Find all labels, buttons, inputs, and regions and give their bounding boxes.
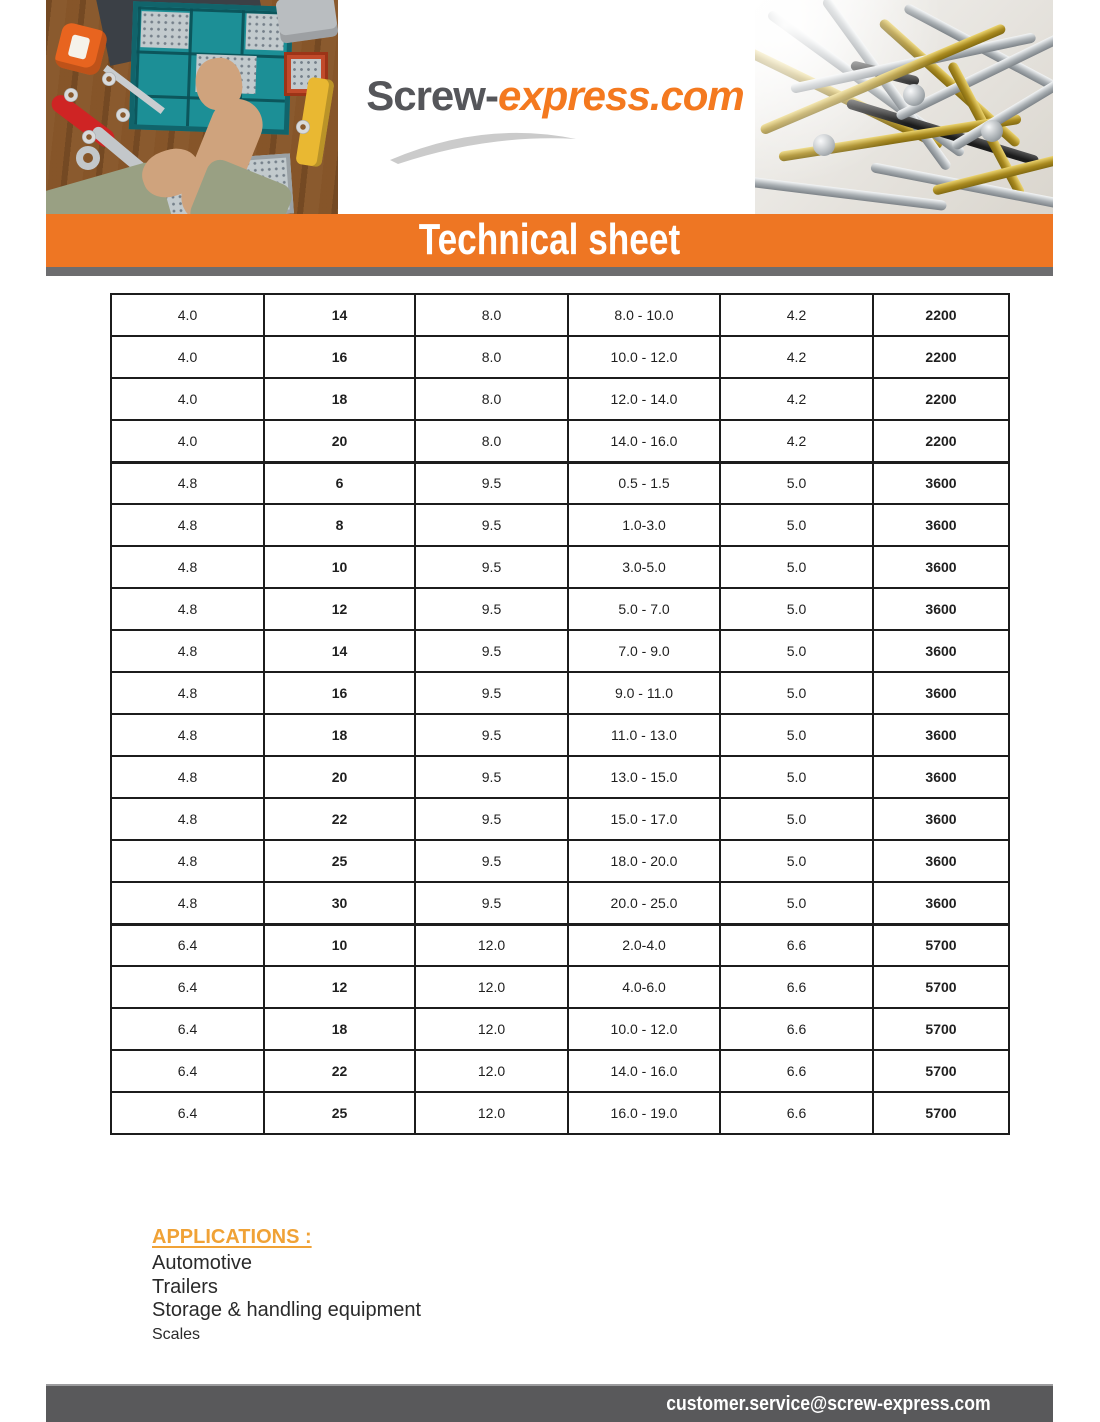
table-cell: 20: [264, 420, 415, 462]
spec-table-body: [111, 294, 1009, 1134]
table-row: [111, 462, 1009, 504]
pile-of-screws-photo: [755, 0, 1053, 215]
washer-shape: [102, 72, 116, 86]
photo-light-fade: [755, 0, 1053, 215]
logo-swoosh: [388, 130, 578, 166]
page-title: Technical sheet: [418, 215, 681, 264]
table-cell: 9.5: [415, 882, 568, 924]
table-cell: 4.8: [111, 798, 264, 840]
table-cell: 4.8: [111, 588, 264, 630]
table-row: [111, 504, 1009, 546]
washer-shape: [116, 108, 130, 122]
table-row: [111, 1008, 1009, 1050]
washer-shape: [296, 120, 310, 134]
table-cell: 5.0: [720, 630, 873, 672]
table-row: [111, 756, 1009, 798]
table-cell: 8.0: [415, 336, 568, 378]
table-cell: 14.0 - 16.0: [568, 1050, 720, 1092]
table-cell: 5700: [873, 1050, 1009, 1092]
application-item: Storage & handling equipment: [152, 1299, 422, 1321]
table-cell: 4.2: [720, 378, 873, 420]
table-cell: 22: [264, 1050, 415, 1092]
table-cell: 11.0 - 13.0: [568, 714, 720, 756]
table-cell: 4.2: [720, 294, 873, 336]
table-cell: 4.8: [111, 672, 264, 714]
washer-shape: [82, 130, 96, 144]
table-cell: 12.0: [415, 1050, 568, 1092]
table-cell: 5.0: [720, 756, 873, 798]
table-row: [111, 420, 1009, 462]
table-cell: 3600: [873, 756, 1009, 798]
table-cell: 10.0 - 12.0: [568, 336, 720, 378]
table-cell: 3600: [873, 546, 1009, 588]
site-logo: [340, 72, 770, 172]
table-cell: 15.0 - 17.0: [568, 798, 720, 840]
table-cell: 18.0 - 20.0: [568, 840, 720, 882]
logo-text-gray: Screw-: [366, 72, 498, 119]
table-cell: 12: [264, 588, 415, 630]
table-cell: 3600: [873, 588, 1009, 630]
table-row: [111, 546, 1009, 588]
table-cell: 4.0: [111, 420, 264, 462]
table-cell: 5.0: [720, 462, 873, 504]
table-cell: 6.6: [720, 966, 873, 1008]
table-cell: 25: [264, 840, 415, 882]
table-cell: 9.5: [415, 546, 568, 588]
table-cell: 8.0: [415, 294, 568, 336]
table-cell: 25: [264, 1092, 415, 1134]
table-cell: 4.8: [111, 882, 264, 924]
table-cell: 8.0: [415, 420, 568, 462]
table-cell: 4.2: [720, 336, 873, 378]
table-cell: 5.0: [720, 840, 873, 882]
table-cell: 3600: [873, 882, 1009, 924]
table-cell: 4.8: [111, 630, 264, 672]
table-cell: 4.8: [111, 714, 264, 756]
drill-shape: [275, 0, 338, 44]
table-cell: 16: [264, 336, 415, 378]
table-row: [111, 882, 1009, 924]
table-cell: 2.0-4.0: [568, 924, 720, 966]
table-cell: 5.0: [720, 882, 873, 924]
table-cell: 5700: [873, 924, 1009, 966]
table-cell: 5700: [873, 1008, 1009, 1050]
table-cell: 14: [264, 630, 415, 672]
table-cell: 3600: [873, 462, 1009, 504]
table-cell: 6.4: [111, 1008, 264, 1050]
table-cell: 10.0 - 12.0: [568, 1008, 720, 1050]
table-cell: 4.8: [111, 462, 264, 504]
table-cell: 5.0: [720, 798, 873, 840]
table-cell: 6.6: [720, 1050, 873, 1092]
table-cell: 7.0 - 9.0: [568, 630, 720, 672]
workbench-screw-organizer-photo: [46, 0, 338, 215]
table-cell: 5.0: [720, 546, 873, 588]
logo-text-orange: express.com: [497, 72, 744, 119]
table-cell: 18: [264, 378, 415, 420]
table-cell: 9.5: [415, 840, 568, 882]
table-cell: 12.0: [415, 924, 568, 966]
table-cell: 6.4: [111, 924, 264, 966]
table-cell: 14.0 - 16.0: [568, 420, 720, 462]
table-cell: 30: [264, 882, 415, 924]
table-cell: 6: [264, 462, 415, 504]
table-cell: 6.6: [720, 1008, 873, 1050]
logo-wordmark: [366, 72, 744, 119]
table-row: [111, 966, 1009, 1008]
table-cell: 10: [264, 924, 415, 966]
table-cell: 4.0: [111, 336, 264, 378]
table-cell: 5.0: [720, 588, 873, 630]
table-cell: 5.0 - 7.0: [568, 588, 720, 630]
table-cell: 10: [264, 546, 415, 588]
table-cell: 8: [264, 504, 415, 546]
table-row: [111, 1050, 1009, 1092]
table-row: [111, 294, 1009, 336]
screws-compartment: [140, 11, 189, 49]
table-cell: 6.4: [111, 1092, 264, 1134]
table-row: [111, 630, 1009, 672]
table-cell: 1.0-3.0: [568, 504, 720, 546]
table-cell: 5.0: [720, 714, 873, 756]
table-cell: 4.0: [111, 294, 264, 336]
applications-title: APPLICATIONS :: [152, 1226, 312, 1248]
table-cell: 20: [264, 756, 415, 798]
washer-shape: [64, 88, 78, 102]
table-cell: 20.0 - 25.0: [568, 882, 720, 924]
table-cell: 2200: [873, 294, 1009, 336]
table-row: [111, 798, 1009, 840]
table-cell: 6.4: [111, 966, 264, 1008]
table-cell: 9.5: [415, 630, 568, 672]
table-cell: 4.2: [720, 420, 873, 462]
table-cell: 3600: [873, 840, 1009, 882]
table-cell: 9.5: [415, 462, 568, 504]
table-cell: 22: [264, 798, 415, 840]
table-cell: 4.8: [111, 840, 264, 882]
table-cell: 9.5: [415, 504, 568, 546]
table-cell: 5.0: [720, 672, 873, 714]
table-cell: 12.0 - 14.0: [568, 378, 720, 420]
table-cell: 9.5: [415, 756, 568, 798]
table-cell: 5700: [873, 1092, 1009, 1134]
table-cell: 3600: [873, 798, 1009, 840]
applications-section: [152, 1226, 421, 1346]
table-cell: 2200: [873, 378, 1009, 420]
table-cell: 12.0: [415, 1008, 568, 1050]
table-cell: 13.0 - 15.0: [568, 756, 720, 798]
footer-bar: [46, 1384, 1053, 1422]
table-row: [111, 714, 1009, 756]
table-cell: 16: [264, 672, 415, 714]
spec-table-wrap: [110, 293, 1008, 1135]
table-cell: 18: [264, 1008, 415, 1050]
table-cell: 16.0 - 19.0: [568, 1092, 720, 1134]
table-cell: 12.0: [415, 1092, 568, 1134]
table-cell: 14: [264, 294, 415, 336]
table-cell: 9.5: [415, 588, 568, 630]
table-cell: 3600: [873, 504, 1009, 546]
spec-table: [110, 293, 1010, 1135]
table-cell: 12: [264, 966, 415, 1008]
table-cell: 12.0: [415, 966, 568, 1008]
table-cell: 3600: [873, 714, 1009, 756]
table-row: [111, 840, 1009, 882]
table-cell: 2200: [873, 336, 1009, 378]
table-cell: 18: [264, 714, 415, 756]
table-cell: 4.0-6.0: [568, 966, 720, 1008]
table-row: [111, 1092, 1009, 1134]
customer-service-email: customer.service@screw-express.com: [666, 1393, 991, 1415]
table-cell: 6.4: [111, 1050, 264, 1092]
table-cell: 9.5: [415, 714, 568, 756]
application-item: Scales: [152, 1325, 201, 1343]
table-cell: 6.6: [720, 1092, 873, 1134]
wrench-ring: [76, 146, 100, 170]
table-row: [111, 588, 1009, 630]
table-cell: 9.0 - 11.0: [568, 672, 720, 714]
table-cell: 4.8: [111, 546, 264, 588]
table-cell: 4.8: [111, 504, 264, 546]
table-cell: 8.0: [415, 378, 568, 420]
table-cell: 5700: [873, 966, 1009, 1008]
table-cell: 3.0-5.0: [568, 546, 720, 588]
table-cell: 4.8: [111, 756, 264, 798]
table-cell: 0.5 - 1.5: [568, 462, 720, 504]
table-row: [111, 378, 1009, 420]
table-row: [111, 924, 1009, 966]
technical-sheet-banner: [46, 214, 1053, 267]
table-row: [111, 336, 1009, 378]
table-cell: 2200: [873, 420, 1009, 462]
table-cell: 9.5: [415, 672, 568, 714]
table-cell: 5.0: [720, 504, 873, 546]
table-cell: 3600: [873, 630, 1009, 672]
table-cell: 9.5: [415, 798, 568, 840]
table-cell: 3600: [873, 672, 1009, 714]
table-cell: 8.0 - 10.0: [568, 294, 720, 336]
table-row: [111, 672, 1009, 714]
banner-divider: [46, 267, 1053, 276]
table-cell: 6.6: [720, 924, 873, 966]
application-item: Trailers: [152, 1275, 218, 1298]
application-item: Automotive: [152, 1252, 253, 1274]
table-cell: 4.0: [111, 378, 264, 420]
